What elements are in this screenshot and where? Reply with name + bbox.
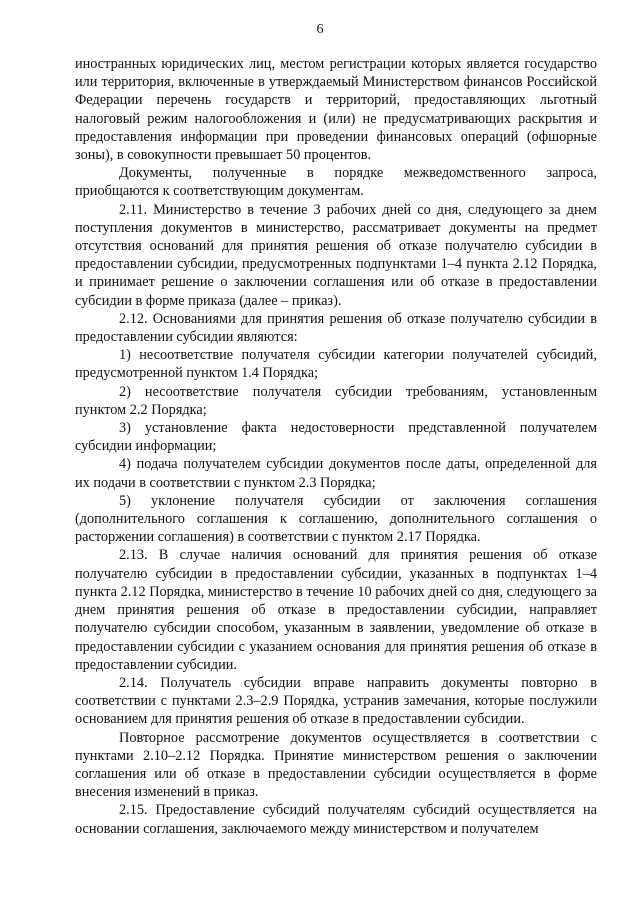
paragraph-interagency-request: Документы, полученные в порядке межведомственного запроса, приобщаются к соответствующим документам.	[75, 165, 597, 200]
paragraph-2-13: 2.13. В случае наличия оснований для принятия решения об отказе получателю субсидии в предоставлении субсидии, указанных в подпунктах 1–4 пункта 2.12 Порядка, министерство в течение 10 рабочих дней со дня, следующего за днем принятия решения об отказе в предоставлении субсидии, направляет получателю субсидии способом, указанным в заявлении, уведомление об отказе в предоставлении субсидии с указанием основания для принятия решения об отказе в предоставлении субсидии.	[75, 547, 597, 673]
paragraph-2-14: 2.14. Получатель субсидии вправе направить документы повторно в соответствии с пунктами 2.3–2.9 Порядка, устранив замечания, которые послужили основанием для принятия решения об отказе в предоставлении субсидии.	[75, 674, 597, 728]
page-number: 6	[316, 22, 324, 37]
paragraph-continuation: иностранных юридических лиц, местом регистрации которых является государство или территория, включенные в утверждаемый Министерством финансов Российской Федерации перечень государств и территорий, предоставляющих льготный налоговый режим налогообложения и (или) не предусматривающих раскрытия и предоставления информации при проведении финансовых операций (офшорные зоны), в совокупности превышает 50 процентов.	[75, 56, 597, 164]
paragraph-2-15: 2.15. Предоставление субсидий получателям субсидий осуществляется на основании соглашения, заключаемого между министерством и получателем	[75, 802, 597, 837]
list-item-3: 3) установление факта недостоверности представленной получателем субсидии информации;	[75, 420, 597, 455]
list-item-2: 2) несоответствие получателя субсидии требованиям, установленным пунктом 2.2 Порядка;	[75, 383, 597, 418]
list-item-1: 1) несоответствие получателя субсидии категории получателей субсидий, предусмотренной пунктом 1.4 Порядка;	[75, 347, 597, 382]
paragraph-2-11: 2.11. Министерство в течение 3 рабочих дней со дня, следующего за днем поступления документов в министерство, рассматривает документы на предмет отсутствия оснований для принятия решения об отказе получателю субсидии в предоставлении субсидии, предусмотренных подпунктами 1–4 пункта 2.12 Порядка, и принимает решение о заключении соглашения или об отказе в предоставлении субсидии в форме приказа (далее – приказ).	[75, 201, 597, 309]
paragraph-repeat-review: Повторное рассмотрение документов осуществляется в соответствии с пунктами 2.10–2.12 Порядка. Принятие министерством решения о заключении соглашения или об отказе в предоставлении субсидии осуществляется в форме внесения изменений в приказ.	[75, 729, 597, 801]
document-body	[75, 55, 597, 838]
list-item-5: 5) уклонение получателя субсидии от заключения соглашения (дополнительного соглашения к соглашению, дополнительного соглашения о расторжении соглашения) в соответствии с пунктом 2.17 Порядка.	[75, 492, 597, 546]
paragraph-2-12: 2.12. Основаниями для принятия решения об отказе получателю субсидии в предоставлении субсидии являются:	[75, 310, 597, 346]
list-item-4: 4) подача получателем субсидии документов после даты, определенной для их подачи в соответствии с пунктом 2.3 Порядка;	[75, 456, 597, 491]
